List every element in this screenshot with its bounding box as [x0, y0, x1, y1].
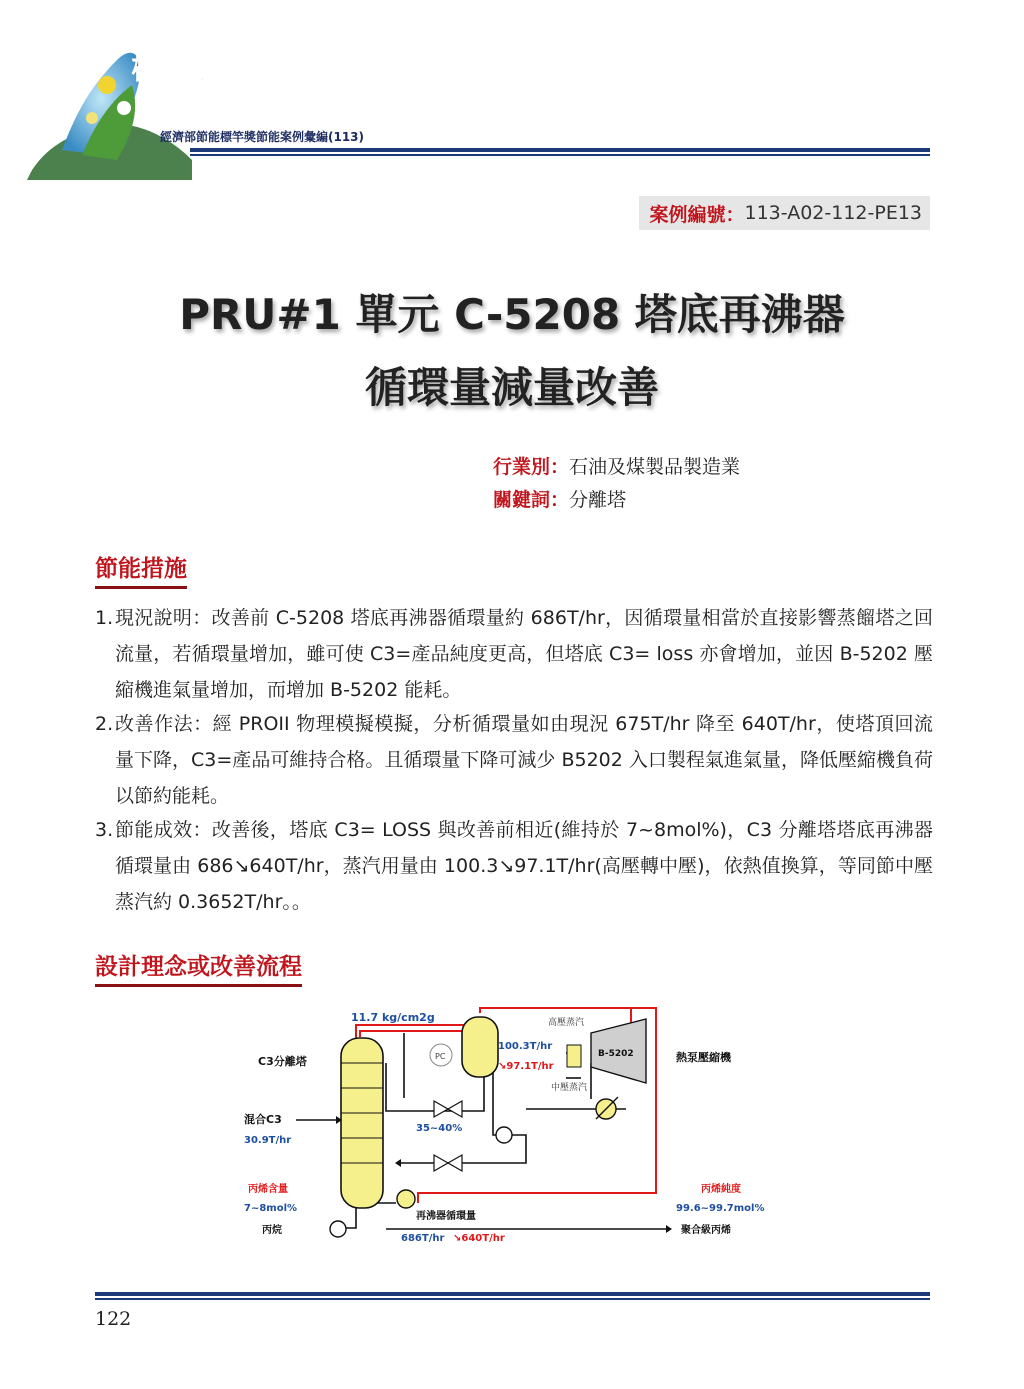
reflux-drum [462, 1017, 498, 1077]
steam-turbine [567, 1045, 581, 1067]
steam-before-label: 100.3T/hr [498, 1041, 553, 1052]
list-item-number: 3. [95, 819, 114, 841]
product-label: 聚合級丙烯 [681, 1225, 731, 1236]
feed-label: 混合C3 [244, 1113, 282, 1126]
pressure-label: 11.7 kg/cm2g [351, 1011, 435, 1024]
keyword-value: 分離塔 [569, 489, 627, 511]
reboiler-after: ↘640T/hr [453, 1233, 505, 1244]
keyword-label: 關鍵詞： [493, 489, 570, 511]
page-title-line1: PRU#1 單元 C-5208 塔底再沸器 [179, 290, 845, 339]
section-heading-design: 設計理念或改善流程 [95, 948, 302, 987]
keyword-row [493, 485, 626, 512]
bottom-pump [330, 1221, 346, 1237]
list-item-text: 現況說明：改善前 C-5208 塔底再沸器循環量約 686T/hr，因循環量相當於直接影響蒸餾塔之回流量，若循環量增加，雖可使 C3=產品純度更高，但塔底 C3= loss 亦會增加，並因 B-5202 壓縮機進氣量增加，而增加 B-5202 能耗。 [115, 607, 933, 701]
list-item [95, 706, 933, 814]
header-subtitle: 經濟部節能標竿獎節能案例彙編(113) [160, 130, 365, 144]
valve-pct-label: 35~40% [416, 1123, 463, 1134]
reflux-pump [496, 1127, 512, 1143]
page-title-line2: 循環量減量改善 [364, 363, 659, 412]
pc-label: PC [435, 1052, 446, 1061]
feed-rate: 30.9T/hr [244, 1135, 292, 1146]
list-item-text: 節能成效：改善後，塔底 C3= LOSS 與改善前相近(維持於 7~8mol%)，C3 分離塔塔底再沸器循環量由 686↘640T/hr，蒸汽用量由 100.3↘97.1T/hr(高壓轉中壓)，依熱值換算，等同節中壓蒸汽約 0.3652T/hr。。 [115, 819, 933, 913]
list-item [95, 812, 933, 920]
list-item-number: 1. [95, 607, 114, 629]
process-flow-diagram [236, 1003, 796, 1253]
section-heading-measures: 節能措施 [95, 550, 187, 589]
header-rule-thin [190, 154, 930, 156]
industry-label: 行業別： [493, 456, 570, 478]
bottom-content-label: 丙烯含量 [248, 1184, 288, 1195]
purity-value: 99.6~99.7mol% [676, 1203, 765, 1214]
propane-label: 丙烷 [262, 1225, 282, 1236]
list-item [95, 600, 933, 708]
compressor-label: B-5202 [598, 1049, 634, 1059]
footer-rule [95, 1292, 930, 1296]
industry-value: 石油及煤製品製造業 [569, 456, 741, 478]
header-logo [22, 30, 382, 180]
logo-title-line1: 標竿引領 [132, 51, 252, 86]
list-item-number: 2. [95, 713, 114, 735]
logo-title-line2: 智慧節能 [212, 88, 332, 123]
column-label: C3分離塔 [258, 1055, 307, 1068]
reboiler-label: 再沸器循環量 [416, 1211, 476, 1222]
list-item-text: 改善作法：經 PROII 物理模擬模擬，分析循環量如由現況 675T/hr 降至 640T/hr，使塔頂回流量下降，C3=產品可維持合格。且循環量下降可減少 B5202 入口製程氣進氣量，降低壓縮機負荷以節約能耗。 [115, 713, 933, 807]
hp-steam-label: 高壓蒸汽 [548, 1018, 585, 1028]
header-rule [190, 148, 930, 152]
heat-pump-label: 熱泵壓縮機 [676, 1051, 731, 1064]
case-number-label: 案例編號： [649, 203, 745, 226]
mp-steam-label: 中壓蒸汽 [551, 1083, 588, 1093]
purity-label: 丙烯純度 [701, 1184, 741, 1195]
bottom-content-value: 7~8mol% [244, 1203, 298, 1214]
page-number: 122 [95, 1308, 132, 1330]
case-number-box [639, 196, 930, 230]
industry-row [493, 452, 740, 479]
reboiler-before: 686T/hr [401, 1233, 445, 1244]
footer-rule-thin [95, 1298, 930, 1300]
case-number-value: 113-A02-112-PE13 [744, 202, 922, 224]
steam-after-label: ↘97.1T/hr [498, 1061, 554, 1072]
reboiler-exchanger [397, 1190, 415, 1208]
